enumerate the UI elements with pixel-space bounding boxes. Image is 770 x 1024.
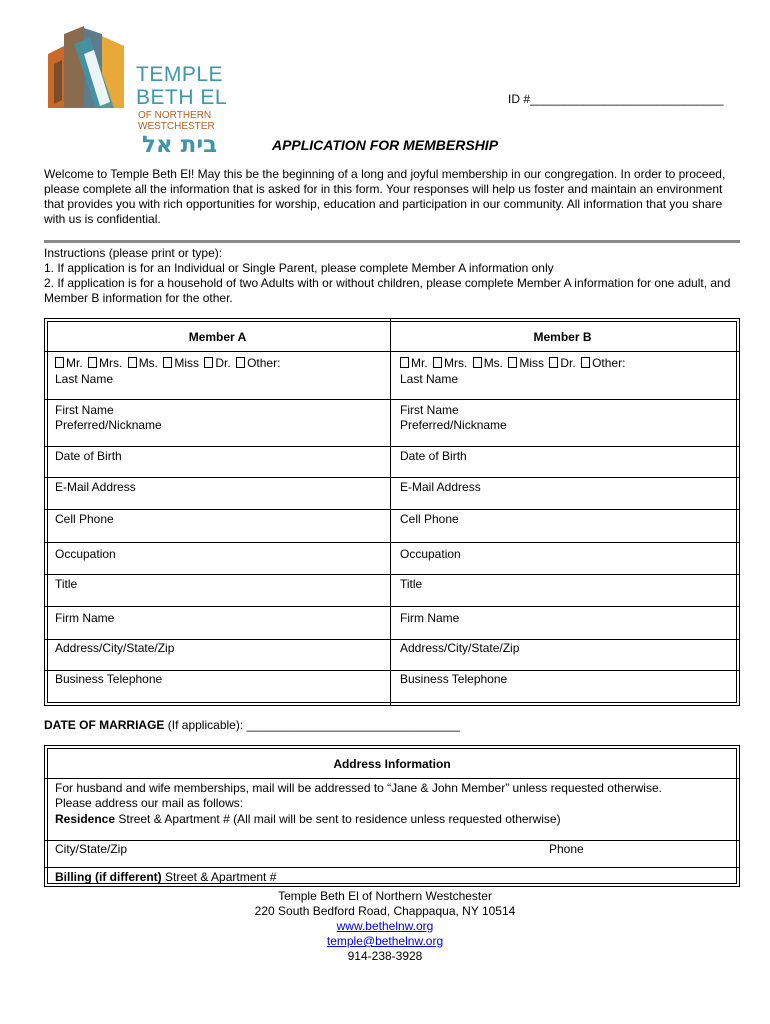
billing-label: Billing (if different) bbox=[55, 870, 162, 884]
instructions-heading: Instructions (please print or type): bbox=[44, 246, 223, 260]
logo-name-line1: TEMPLE bbox=[136, 63, 224, 86]
mr-checkbox[interactable] bbox=[55, 357, 64, 368]
member-b-business-phone[interactable]: Business Telephone bbox=[400, 672, 508, 686]
member-a-preferred[interactable]: Preferred/Nickname bbox=[55, 418, 162, 432]
member-b-dob[interactable]: Date of Birth bbox=[400, 449, 467, 463]
mrs-checkbox[interactable] bbox=[88, 357, 97, 368]
city-state-zip-field[interactable]: City/State/Zip bbox=[55, 842, 128, 856]
ms-checkbox[interactable] bbox=[128, 357, 137, 368]
member-a-last-name[interactable]: Last Name bbox=[55, 372, 114, 386]
address-header: Address Information bbox=[333, 757, 451, 771]
footer-org: Temple Beth El of Northern Westchester bbox=[278, 889, 492, 903]
footer-address: 220 South Bedford Road, Chappaqua, NY 10514 bbox=[254, 904, 516, 918]
member-a-business-phone[interactable]: Business Telephone bbox=[55, 672, 163, 686]
member-b-title[interactable]: Title bbox=[400, 577, 423, 591]
other-checkbox[interactable] bbox=[236, 357, 245, 368]
residence-label: Residence bbox=[55, 812, 116, 826]
member-b-header: Member B bbox=[533, 330, 592, 344]
residence-rest: Street & Apartment # (All mail will be sent to residence unless requested otherwise) bbox=[115, 812, 561, 826]
member-a-email[interactable]: E-Mail Address bbox=[55, 480, 136, 494]
other-checkbox[interactable] bbox=[581, 357, 590, 368]
section-divider bbox=[44, 240, 740, 243]
member-b-firm[interactable]: Firm Name bbox=[400, 611, 460, 625]
column-divider bbox=[390, 319, 391, 705]
dr-checkbox[interactable] bbox=[204, 357, 213, 368]
member-a-occupation[interactable]: Occupation bbox=[55, 547, 116, 561]
member-a-first-name[interactable]: First Name bbox=[55, 403, 114, 417]
miss-checkbox[interactable] bbox=[508, 357, 517, 368]
ms-checkbox[interactable] bbox=[473, 357, 482, 368]
member-a-title[interactable]: Title bbox=[55, 577, 78, 591]
address-note-1: For husband and wife memberships, mail will be addressed to “Jane & John Member” unless requested otherwise. bbox=[55, 781, 662, 795]
footer bbox=[0, 889, 770, 964]
phone-field[interactable]: Phone bbox=[549, 842, 584, 856]
marriage-rest: (If applicable): ________________________________ bbox=[164, 718, 461, 732]
miss-checkbox[interactable] bbox=[163, 357, 172, 368]
marriage-label: DATE OF MARRIAGE bbox=[44, 718, 165, 732]
residence-field[interactable] bbox=[55, 812, 561, 827]
member-a-firm[interactable]: Firm Name bbox=[55, 611, 115, 625]
address-table bbox=[44, 745, 740, 887]
address-note-2: Please address our mail as follows: bbox=[55, 796, 244, 810]
instructions bbox=[44, 246, 740, 306]
member-b-cell[interactable]: Cell Phone bbox=[400, 512, 459, 526]
member-b-address[interactable]: Address/City/State/Zip bbox=[400, 641, 520, 655]
member-a-cell[interactable]: Cell Phone bbox=[55, 512, 114, 526]
intro-paragraph: Welcome to Temple Beth El! May this be the beginning of a long and joyful membership in our congregation. In order to proceed, please complete all the information that is asked for in this form. Your responses will help us foster and maintain an environment that provides you with rich opportunities for worship, education and participation in our community. All information that you share with us is confidential. bbox=[44, 167, 726, 226]
logo-sub-line1: OF NORTHERN bbox=[138, 110, 212, 121]
page-title: APPLICATION FOR MEMBERSHIP bbox=[271, 137, 499, 153]
logo-sub-line2: WESTCHESTER bbox=[138, 121, 215, 132]
member-b-first-name[interactable]: First Name bbox=[400, 403, 459, 417]
dr-checkbox[interactable] bbox=[549, 357, 558, 368]
id-number-field[interactable]: ID #_____________________________ bbox=[508, 92, 724, 106]
instructions-item-2: 2. If application is for a household of two Adults with or without children, please complete Member A information for one adult, and Member B information for the other. bbox=[44, 276, 731, 305]
member-b-preferred[interactable]: Preferred/Nickname bbox=[400, 418, 507, 432]
mr-checkbox[interactable] bbox=[400, 357, 409, 368]
member-b-email[interactable]: E-Mail Address bbox=[400, 480, 481, 494]
website-link[interactable]: www.bethelnw.org bbox=[336, 919, 434, 933]
member-a-salutation: Mr. Mrs. Ms. Miss Dr. Other: bbox=[55, 356, 282, 371]
billing-rest: Street & Apartment # bbox=[161, 870, 277, 884]
instructions-item-1: 1. If application is for an Individual or Single Parent, please complete Member A information only bbox=[44, 261, 554, 275]
member-a-header: Member A bbox=[188, 330, 247, 344]
temple-building-icon bbox=[44, 24, 134, 114]
logo-hebrew: בית אל bbox=[142, 132, 218, 158]
member-b-occupation[interactable]: Occupation bbox=[400, 547, 461, 561]
member-b-salutation: Mr. Mrs. Ms. Miss Dr. Other: bbox=[400, 356, 627, 371]
email-link[interactable]: temple@bethelnw.org bbox=[326, 934, 444, 948]
footer-phone: 914-238-3928 bbox=[347, 949, 423, 963]
mrs-checkbox[interactable] bbox=[433, 357, 442, 368]
date-of-marriage-field[interactable] bbox=[44, 718, 460, 733]
member-b-last-name[interactable]: Last Name bbox=[400, 372, 459, 386]
logo-name-line2: BETH EL bbox=[136, 86, 228, 109]
member-a-dob[interactable]: Date of Birth bbox=[55, 449, 122, 463]
member-a-address[interactable]: Address/City/State/Zip bbox=[55, 641, 175, 655]
member-table bbox=[44, 318, 740, 706]
billing-field[interactable] bbox=[55, 870, 276, 885]
